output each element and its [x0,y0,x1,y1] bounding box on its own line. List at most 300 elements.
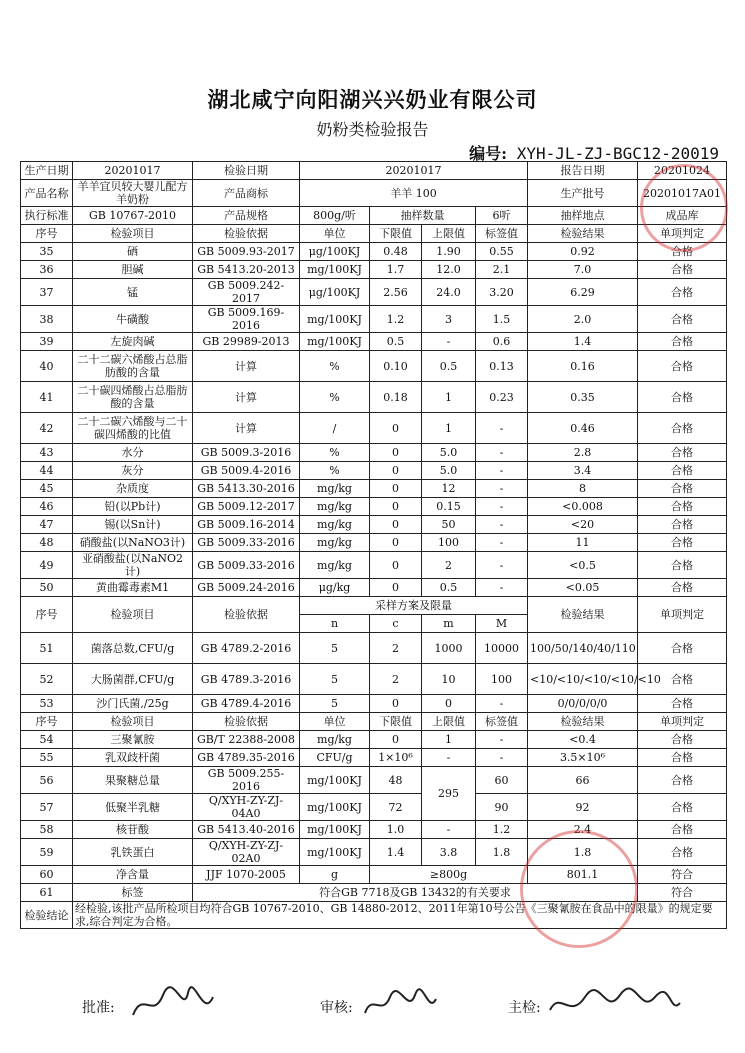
table-cell: - [422,333,476,351]
table-cell: - [476,498,528,516]
table-cell: Q/XYH-ZY-ZJ-02A0 [193,839,300,866]
table-cell: 50 [21,579,73,597]
table-cell: 符合GB 7718及GB 13432的有关要求 [193,884,638,902]
table-cell: 黄曲霉毒素M1 [73,579,193,597]
table-cell: 90 [476,794,528,821]
table-cell: 801.1 [528,866,638,884]
signature-area [0,985,745,1025]
table-cell: GB 5413.20-2013 [193,261,300,279]
table-cell: JJF 1070-2005 [193,866,300,884]
table-cell: 1.4 [528,333,638,351]
table-cell: 符合 [638,884,727,902]
table-cell: mg/100KJ [300,261,370,279]
table-cell: 符合 [638,866,727,884]
table-cell: 48 [21,534,73,552]
info-label: 抽样数量 [370,207,476,225]
table-cell: 合格 [638,444,727,462]
table-cell: 二十二碳六烯酸与二十碳四烯酸的比值 [73,413,193,444]
table-cell: mg/100KJ [300,333,370,351]
table-cell: 5.0 [422,444,476,462]
table-cell: GB 29989-2013 [193,333,300,351]
column-header: 检验项目 [73,225,193,243]
table-cell: GB 5009.24-2016 [193,579,300,597]
info-value: 20201017 [73,162,193,180]
table-cell: 合格 [638,731,727,749]
table-cell: 0 [422,695,476,713]
column-header: 检验依据 [193,713,300,731]
table-cell: 胆碱 [73,261,193,279]
table-cell: 合格 [638,633,727,664]
table-cell: 48 [370,767,422,794]
conclusion-text: 经检验,该批产品所检项目均符合GB 10767-2010、GB 14880-2012、2011年第10号公告《三聚氰胺在食品中的限量》的规定要求,综合判定为合格。 [73,902,727,929]
column-header: 单项判定 [638,713,727,731]
table-cell: 2.1 [476,261,528,279]
table-cell: 合格 [638,516,727,534]
table-cell: 0 [370,552,422,579]
table-cell: mg/kg [300,516,370,534]
column-header: 单位 [300,713,370,731]
table-cell: 乳铁蛋白 [73,839,193,866]
table-cell: 5.0 [422,462,476,480]
table-row [21,480,727,498]
info-value: GB 10767-2010 [73,207,193,225]
table-cell: mg/100KJ [300,794,370,821]
report-table [20,161,727,929]
table-cell: 52 [21,664,73,695]
table-cell: 24.0 [422,279,476,306]
table-cell: - [476,552,528,579]
table-cell: 合格 [638,413,727,444]
column-header: 采样方案及限量 [300,597,528,615]
conclusion-label: 检验结论 [21,902,73,929]
table-row [21,462,727,480]
table-cell: % [300,382,370,413]
table-cell: 41 [21,382,73,413]
table-cell: 计算 [193,351,300,382]
table-cell: mg/100KJ [300,767,370,794]
table-cell: 合格 [638,382,727,413]
table-cell: 100 [476,664,528,695]
table-row [21,633,727,664]
table-cell: 49 [21,552,73,579]
table-cell: mg/kg [300,480,370,498]
table-cell: 0 [370,695,422,713]
table-cell: - [476,462,528,480]
table-cell: 三聚氰胺 [73,731,193,749]
table-cell: 0.35 [528,382,638,413]
table-cell: 果聚糖总量 [73,767,193,794]
inspect-label: 主检: [508,1000,541,1016]
table-cell: 7.0 [528,261,638,279]
header-row [21,713,727,731]
table-cell: 6.29 [528,279,638,306]
table-cell: 0.23 [476,382,528,413]
table-cell: 低聚半乳糖 [73,794,193,821]
info-value: 20201024 [638,162,727,180]
table-cell: 295 [422,767,476,821]
table-row [21,731,727,749]
table-cell: 二十二碳六烯酸占总脂肪酸的含量 [73,351,193,382]
table-cell: 0.13 [476,351,528,382]
table-row [21,579,727,597]
table-cell: 0 [370,462,422,480]
table-cell: 左旋肉碱 [73,333,193,351]
table-cell: 合格 [638,664,727,695]
info-value: 6听 [476,207,528,225]
table-cell: 计算 [193,382,300,413]
table-cell: GB 5009.93-2017 [193,243,300,261]
table-cell: mg/kg [300,731,370,749]
table-cell: 合格 [638,821,727,839]
column-header: 标签值 [476,225,528,243]
table-cell: 3.5×10⁶ [528,749,638,767]
conclusion-row [21,902,727,929]
table-cell: 合格 [638,839,727,866]
table-cell: 0 [370,731,422,749]
table-cell: - [476,749,528,767]
table-cell: 锡(以Sn计) [73,516,193,534]
table-cell: 合格 [638,279,727,306]
table-cell: 92 [528,794,638,821]
table-cell: 2.4 [528,821,638,839]
table-cell: mg/kg [300,534,370,552]
approve-label: 批准: [82,1000,115,1016]
review-signature-icon [360,985,440,1025]
column-header: 检验依据 [193,597,300,633]
table-cell: 0.15 [422,498,476,516]
table-cell: 合格 [638,261,727,279]
table-cell: 0.6 [476,333,528,351]
info-label: 产品规格 [193,207,300,225]
table-cell: 0 [370,444,422,462]
table-cell: - [476,579,528,597]
table-cell: 3.4 [528,462,638,480]
table-cell: 1 [422,413,476,444]
info-value: 20201017 [300,162,528,180]
table-cell: 核苷酸 [73,821,193,839]
table-cell: 锰 [73,279,193,306]
table-cell: 60 [476,767,528,794]
table-cell: / [300,413,370,444]
table-cell: mg/kg [300,552,370,579]
table-cell: 58 [21,821,73,839]
table-cell: 牛磺酸 [73,306,193,333]
table-cell: 合格 [638,534,727,552]
table-row [21,794,727,821]
table-cell: 46 [21,498,73,516]
table-cell: - [476,516,528,534]
info-label: 检验日期 [193,162,300,180]
table-cell: 0.48 [370,243,422,261]
table-cell: 0 [370,498,422,516]
table-row [21,695,727,713]
info-label: 产品名称 [21,180,73,207]
table-cell: 36 [21,261,73,279]
table-cell: <10/<10/<10/<10/<10 [528,664,638,695]
table-cell: 1.0 [370,821,422,839]
table-cell: GB 5009.255-2016 [193,767,300,794]
table-cell: 2 [370,664,422,695]
table-cell: 0.46 [528,413,638,444]
table-row [21,866,727,884]
column-header: 下限值 [370,713,422,731]
table-cell: 1.90 [422,243,476,261]
table-cell: 57 [21,794,73,821]
table-cell: 42 [21,413,73,444]
table-cell: ≥800g [370,866,528,884]
table-cell: - [422,821,476,839]
table-cell: 合格 [638,794,727,821]
table-cell: 1.2 [370,306,422,333]
table-cell: 合格 [638,767,727,794]
info-value: 800g/听 [300,207,370,225]
column-header: 检验结果 [528,225,638,243]
table-row [21,382,727,413]
table-cell: - [476,695,528,713]
inspect-signature-icon [545,985,685,1025]
table-cell: - [476,534,528,552]
table-cell: - [476,444,528,462]
company-title: 湖北咸宁向阳湖兴兴奶业有限公司 [207,87,538,112]
table-cell: mg/100KJ [300,306,370,333]
table-cell: GB 5413.30-2016 [193,480,300,498]
table-cell: 8 [528,480,638,498]
table-cell: 2 [370,633,422,664]
table-cell: - [476,413,528,444]
column-header: m [422,615,476,633]
report-title: 奶粉类检验报告 [316,120,429,139]
table-cell: 杂质度 [73,480,193,498]
table-cell: 2 [422,552,476,579]
table-cell: 55 [21,749,73,767]
table-cell: 合格 [638,498,727,516]
table-cell: GB 5009.242-2017 [193,279,300,306]
column-header: 序号 [21,225,73,243]
table-cell: 净含量 [73,866,193,884]
info-value: 羊羊宜贝较大婴儿配方羊奶粉 [73,180,193,207]
info-value: 成品库 [638,207,727,225]
table-cell: 10 [422,664,476,695]
table-cell: 合格 [638,351,727,382]
table-cell: - [476,731,528,749]
column-header: c [370,615,422,633]
table-cell: GB 5009.3-2016 [193,444,300,462]
table-cell: 3.8 [422,839,476,866]
table-cell: % [300,444,370,462]
table-cell: 合格 [638,333,727,351]
table-cell: 1000 [422,633,476,664]
table-cell: 0 [370,579,422,597]
table-cell: 0.5 [370,333,422,351]
info-row-2 [21,180,727,207]
info-label: 生产日期 [21,162,73,180]
header-row [21,225,727,243]
table-cell: 56 [21,767,73,794]
table-cell: 标签 [73,884,193,902]
info-row-3 [21,207,727,225]
table-row [21,552,727,579]
table-row [21,884,727,902]
table-cell: 44 [21,462,73,480]
table-cell: 5 [300,695,370,713]
table-cell: 硝酸盐(以NaNO3计) [73,534,193,552]
table-cell: GB/T 22388-2008 [193,731,300,749]
table-cell: 3.20 [476,279,528,306]
table-cell: 2.0 [528,306,638,333]
table-row [21,413,727,444]
review-label: 审核: [320,1000,353,1016]
table-row [21,664,727,695]
table-cell: GB 5009.33-2016 [193,534,300,552]
table-cell: 0 [370,534,422,552]
table-cell: GB 5413.40-2016 [193,821,300,839]
info-value: 羊羊 100 [300,180,528,207]
table-cell: 100 [422,534,476,552]
table-cell: 35 [21,243,73,261]
table-cell: GB 4789.3-2016 [193,664,300,695]
approve-signature-icon [128,985,218,1025]
table-cell: 12 [422,480,476,498]
table-cell: 0.92 [528,243,638,261]
table-cell: 0.16 [528,351,638,382]
table-cell: 54 [21,731,73,749]
table-cell: GB 5009.33-2016 [193,552,300,579]
micro-header-row [21,597,727,615]
table-cell: GB 4789.2-2016 [193,633,300,664]
column-header: 序号 [21,597,73,633]
table-cell: - [422,749,476,767]
table-cell: GB 5009.12-2017 [193,498,300,516]
table-cell: 合格 [638,462,727,480]
table-cell: 乳双歧杆菌 [73,749,193,767]
info-label: 执行标准 [21,207,73,225]
table-cell: 合格 [638,552,727,579]
table-cell: 5 [300,633,370,664]
table-cell: 51 [21,633,73,664]
table-cell: 0/0/0/0/0 [528,695,638,713]
table-row [21,444,727,462]
table-cell: 1.7 [370,261,422,279]
column-header: 单项判定 [638,225,727,243]
table-row [21,821,727,839]
table-row [21,767,727,794]
info-label: 抽样地点 [528,207,638,225]
table-cell: 100/50/140/40/110 [528,633,638,664]
table-cell: 1.4 [370,839,422,866]
table-cell: 合格 [638,243,727,261]
info-label: 报告日期 [528,162,638,180]
table-cell: 72 [370,794,422,821]
table-cell: 0.5 [422,351,476,382]
table-cell: GB 4789.35-2016 [193,749,300,767]
table-cell: mg/100KJ [300,821,370,839]
column-header: 上限值 [422,225,476,243]
table-cell: 0.18 [370,382,422,413]
column-header: 单位 [300,225,370,243]
table-cell: 40 [21,351,73,382]
table-cell: GB 4789.4-2016 [193,695,300,713]
info-label: 产品商标 [193,180,300,207]
table-cell: <0.05 [528,579,638,597]
column-header: n [300,615,370,633]
table-row [21,516,727,534]
document-number-value: XYH-JL-ZJ-BGC12-20019 [516,144,719,163]
table-cell: 66 [528,767,638,794]
table-cell: μg/100KJ [300,243,370,261]
table-cell: mg/kg [300,498,370,516]
column-header: 检验结果 [528,597,638,633]
column-header: 序号 [21,713,73,731]
table-cell: 0 [370,480,422,498]
table-cell: 47 [21,516,73,534]
column-header: 标签值 [476,713,528,731]
table-cell: 39 [21,333,73,351]
table-cell: Q/XYH-ZY-ZJ-04A0 [193,794,300,821]
table-cell: 0 [370,516,422,534]
table-cell: 灰分 [73,462,193,480]
table-cell: 0.55 [476,243,528,261]
table-cell: 53 [21,695,73,713]
column-header: 检验依据 [193,225,300,243]
table-cell: 3 [422,306,476,333]
column-header: 检验项目 [73,597,193,633]
table-cell: 硒 [73,243,193,261]
table-cell: <0.4 [528,731,638,749]
info-label: 生产批号 [528,180,638,207]
table-cell: <0.5 [528,552,638,579]
table-cell: 大肠菌群,CFU/g [73,664,193,695]
table-cell: 1 [422,382,476,413]
table-cell: <20 [528,516,638,534]
table-cell: 0.10 [370,351,422,382]
table-cell: 1.8 [476,839,528,866]
table-cell: 沙门氏菌,/25g [73,695,193,713]
table-cell: 59 [21,839,73,866]
table-cell: 1.2 [476,821,528,839]
column-header: 检验项目 [73,713,193,731]
table-cell: 菌落总数,CFU/g [73,633,193,664]
table-cell: 10000 [476,633,528,664]
table-cell: % [300,462,370,480]
table-cell: 亚硝酸盐(以NaNO2计) [73,552,193,579]
table-cell: 合格 [638,695,727,713]
table-cell: - [476,480,528,498]
table-row [21,243,727,261]
table-row [21,306,727,333]
table-cell: 1×10⁶ [370,749,422,767]
table-row [21,839,727,866]
table-cell: 二十碳四烯酸占总脂肪酸的含量 [73,382,193,413]
table-cell: 铅(以Pb计) [73,498,193,516]
table-row [21,534,727,552]
table-cell: 1.8 [528,839,638,866]
table-cell: 11 [528,534,638,552]
table-cell: 合格 [638,480,727,498]
table-cell: <0.008 [528,498,638,516]
table-cell: 43 [21,444,73,462]
table-row [21,749,727,767]
table-cell: 1 [422,731,476,749]
table-cell: 合格 [638,306,727,333]
column-header: M [476,615,528,633]
table-cell: μg/100KJ [300,279,370,306]
table-cell: GB 5009.169-2016 [193,306,300,333]
table-cell: 合格 [638,579,727,597]
table-row [21,261,727,279]
table-row [21,333,727,351]
document-number-label: 编号: [469,144,508,163]
column-header: 下限值 [370,225,422,243]
